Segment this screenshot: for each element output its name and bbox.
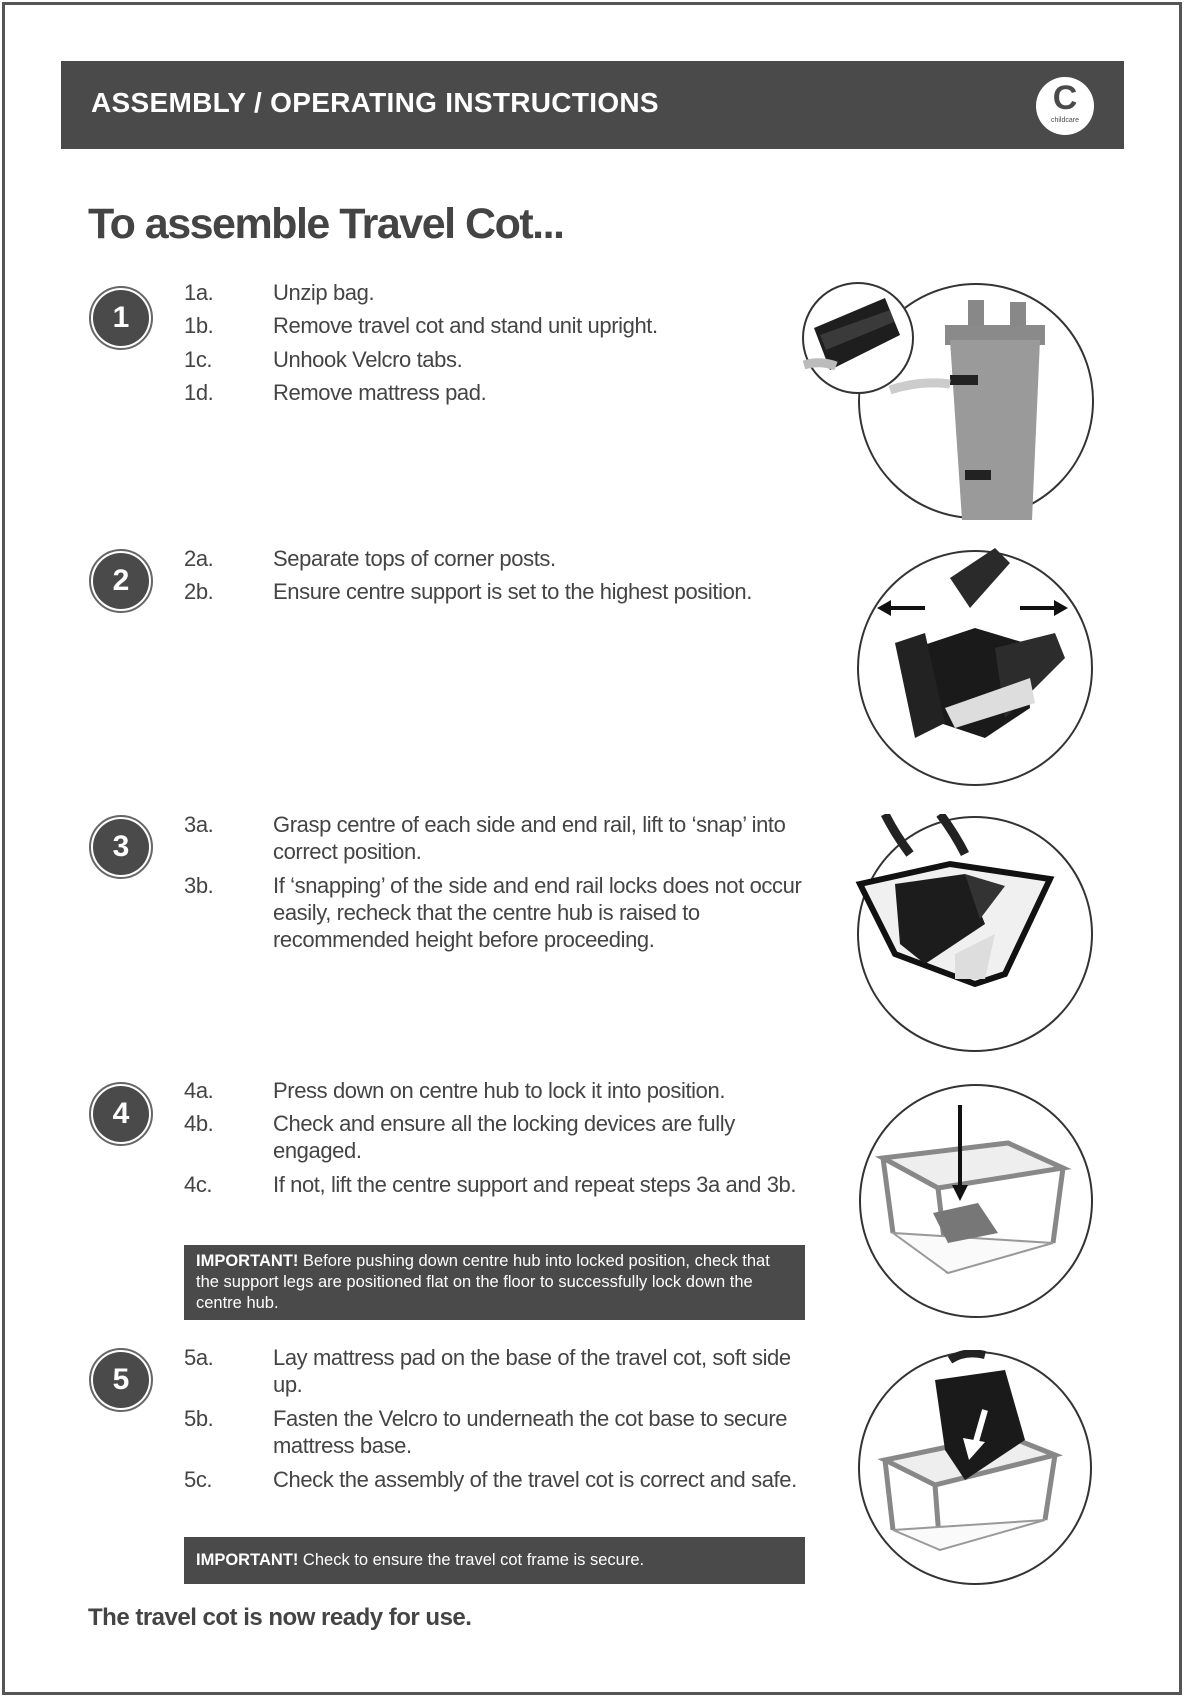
childcare-logo	[1036, 77, 1094, 135]
list-item: 1b. Remove travel cot and stand unit upright.	[184, 313, 658, 338]
step-4-badge: 4	[89, 1082, 153, 1146]
list-item: 5c. Check the assembly of the travel cot is correct and safe.	[184, 1467, 797, 1492]
step-1-illustration	[800, 280, 1100, 540]
step-4-illustration	[858, 1083, 1098, 1323]
header-bar	[61, 61, 1124, 149]
list-item: 3a. Grasp centre of each side and end rail, lift to ‘snap’ into correct position.	[184, 812, 786, 864]
list-item: 1d. Remove mattress pad.	[184, 380, 487, 405]
step-3-badge: 3	[89, 815, 153, 879]
list-item: 4a. Press down on centre hub to lock it into position.	[184, 1078, 726, 1103]
logo-letter: C	[1052, 79, 1078, 117]
header-title: ASSEMBLY / OPERATING INSTRUCTIONS	[91, 87, 659, 118]
page-title: To assemble Travel Cot...	[88, 200, 564, 248]
step-3-illustration	[855, 814, 1095, 1054]
step-2-badge: 2	[89, 549, 153, 613]
list-item: 2a. Separate tops of corner posts.	[184, 546, 556, 571]
list-item: 4b. Check and ensure all the locking devices are fully engaged.	[184, 1111, 735, 1163]
important-note: IMPORTANT! Check to ensure the travel cot frame is secure.	[184, 1537, 805, 1584]
list-item: 1a. Unzip bag.	[184, 280, 375, 305]
list-item: 2b. Ensure centre support is set to the highest position.	[184, 579, 752, 604]
logo-text: childcare	[1050, 117, 1079, 124]
list-item: 4c. If not, lift the centre support and repeat steps 3a and 3b.	[184, 1172, 797, 1197]
list-item: 5a. Lay mattress pad on the base of the travel cot, soft side up.	[184, 1345, 791, 1397]
list-item: 3b. If ‘snapping’ of the side and end rail locks does not occur easily, recheck that the centre hub is raised to recommended height before proceeding.	[184, 873, 802, 952]
step-5-badge: 5	[89, 1348, 153, 1412]
step-2-illustration	[855, 548, 1095, 788]
list-item: 5b. Fasten the Velcro to underneath the cot base to secure mattress base.	[184, 1406, 788, 1458]
step-5-illustration	[855, 1350, 1095, 1590]
footer-note: The travel cot is now ready for use.	[88, 1604, 472, 1631]
list-item: 1c. Unhook Velcro tabs.	[184, 347, 463, 372]
step-1-badge: 1	[89, 286, 153, 350]
important-note: IMPORTANT! Before pushing down centre hub into locked position, check that the support legs are positioned flat on the floor to successfully lock down the centre hub.	[184, 1245, 805, 1320]
